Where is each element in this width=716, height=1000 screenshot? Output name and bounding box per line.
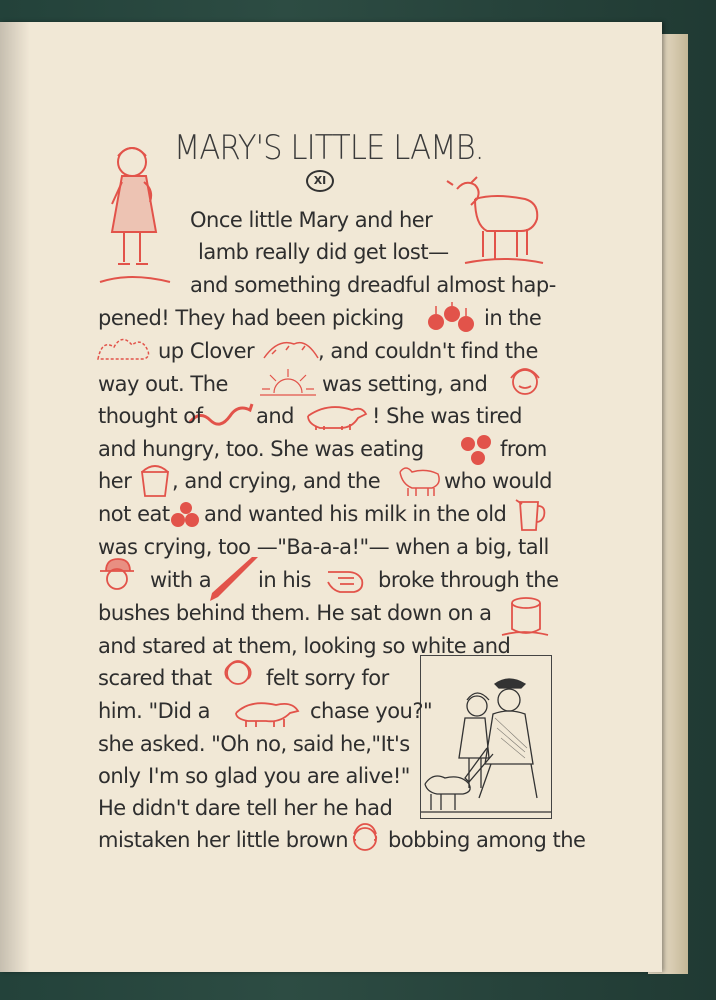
text-line: and something dreadful almost hap-	[190, 273, 556, 297]
page-title: MARY'S LITTLE LAMB.	[173, 128, 484, 168]
sun-icon	[258, 367, 318, 399]
text-line: felt sorry for	[266, 666, 389, 690]
bear-icon	[300, 400, 370, 432]
text-line: pened! They had been picking	[98, 306, 404, 330]
text-line: her	[98, 469, 132, 493]
lamb-small-icon	[392, 460, 444, 500]
text-line: not eat	[98, 502, 170, 526]
pail-icon	[136, 462, 174, 500]
text-line: chase you?"	[310, 699, 433, 723]
text-line: up Clover	[158, 339, 255, 363]
bush-icon	[94, 333, 152, 363]
text-line: , and crying, and the	[172, 469, 381, 493]
text-line: lamb really did get lost—	[198, 240, 449, 264]
text-line: bushes behind them. He sat down on a	[98, 601, 492, 625]
hill-icon	[262, 336, 320, 362]
text-line: with a	[150, 568, 212, 592]
text-line: only	[98, 764, 141, 788]
text-line: bobbing among the	[388, 828, 586, 852]
text-line: and	[256, 404, 295, 428]
chapter-badge: XI	[306, 170, 334, 192]
rifle-icon	[206, 555, 260, 603]
wolf-icon	[230, 693, 302, 729]
text-line: in the	[484, 306, 542, 330]
text-line: in his	[258, 568, 311, 592]
curly-head-icon	[348, 820, 382, 856]
text-line: and wanted his milk in the old	[204, 502, 507, 526]
text-line: from	[500, 437, 547, 461]
girl-head-icon	[505, 362, 545, 402]
text-line: way out. The	[98, 372, 228, 396]
page-gutter-shadow	[0, 22, 30, 972]
pitcher-icon	[514, 496, 548, 534]
berries-icon	[458, 432, 498, 468]
text-line: mistaken her little brown	[98, 828, 349, 852]
text-line: and hungry, too. She was eating	[98, 437, 424, 461]
text-line: was crying, too —"Ba-a-a!"— when a big, tall	[98, 535, 549, 559]
lamb-icon	[445, 175, 547, 270]
text-line: she asked. "Oh no, said he,"It's	[98, 732, 410, 756]
text-line: who would	[444, 469, 553, 493]
text-line: ! She was tired	[372, 404, 522, 428]
girl-icon	[96, 142, 176, 292]
mary-head-icon	[220, 655, 256, 691]
text-line: , and couldn't find the	[318, 339, 538, 363]
text-line: thought of	[98, 404, 203, 428]
hand-icon	[324, 564, 368, 596]
text-line: was setting, and	[322, 372, 488, 396]
berries-icon	[426, 300, 478, 338]
text-line: scared that	[98, 666, 212, 690]
berries-icon	[168, 498, 204, 532]
text-line: I'm so glad you are alive!"	[148, 764, 410, 788]
text-line: and stared at them, looking so white and	[98, 634, 511, 658]
hunter-and-mary-illustration	[420, 655, 552, 819]
text-line: him. "Did a	[98, 699, 210, 723]
text-line: broke through the	[378, 568, 559, 592]
hunter-head-icon	[96, 555, 138, 597]
text-line: He didn't dare tell her he had	[98, 796, 393, 820]
text-line: Once little Mary and her	[190, 208, 433, 232]
